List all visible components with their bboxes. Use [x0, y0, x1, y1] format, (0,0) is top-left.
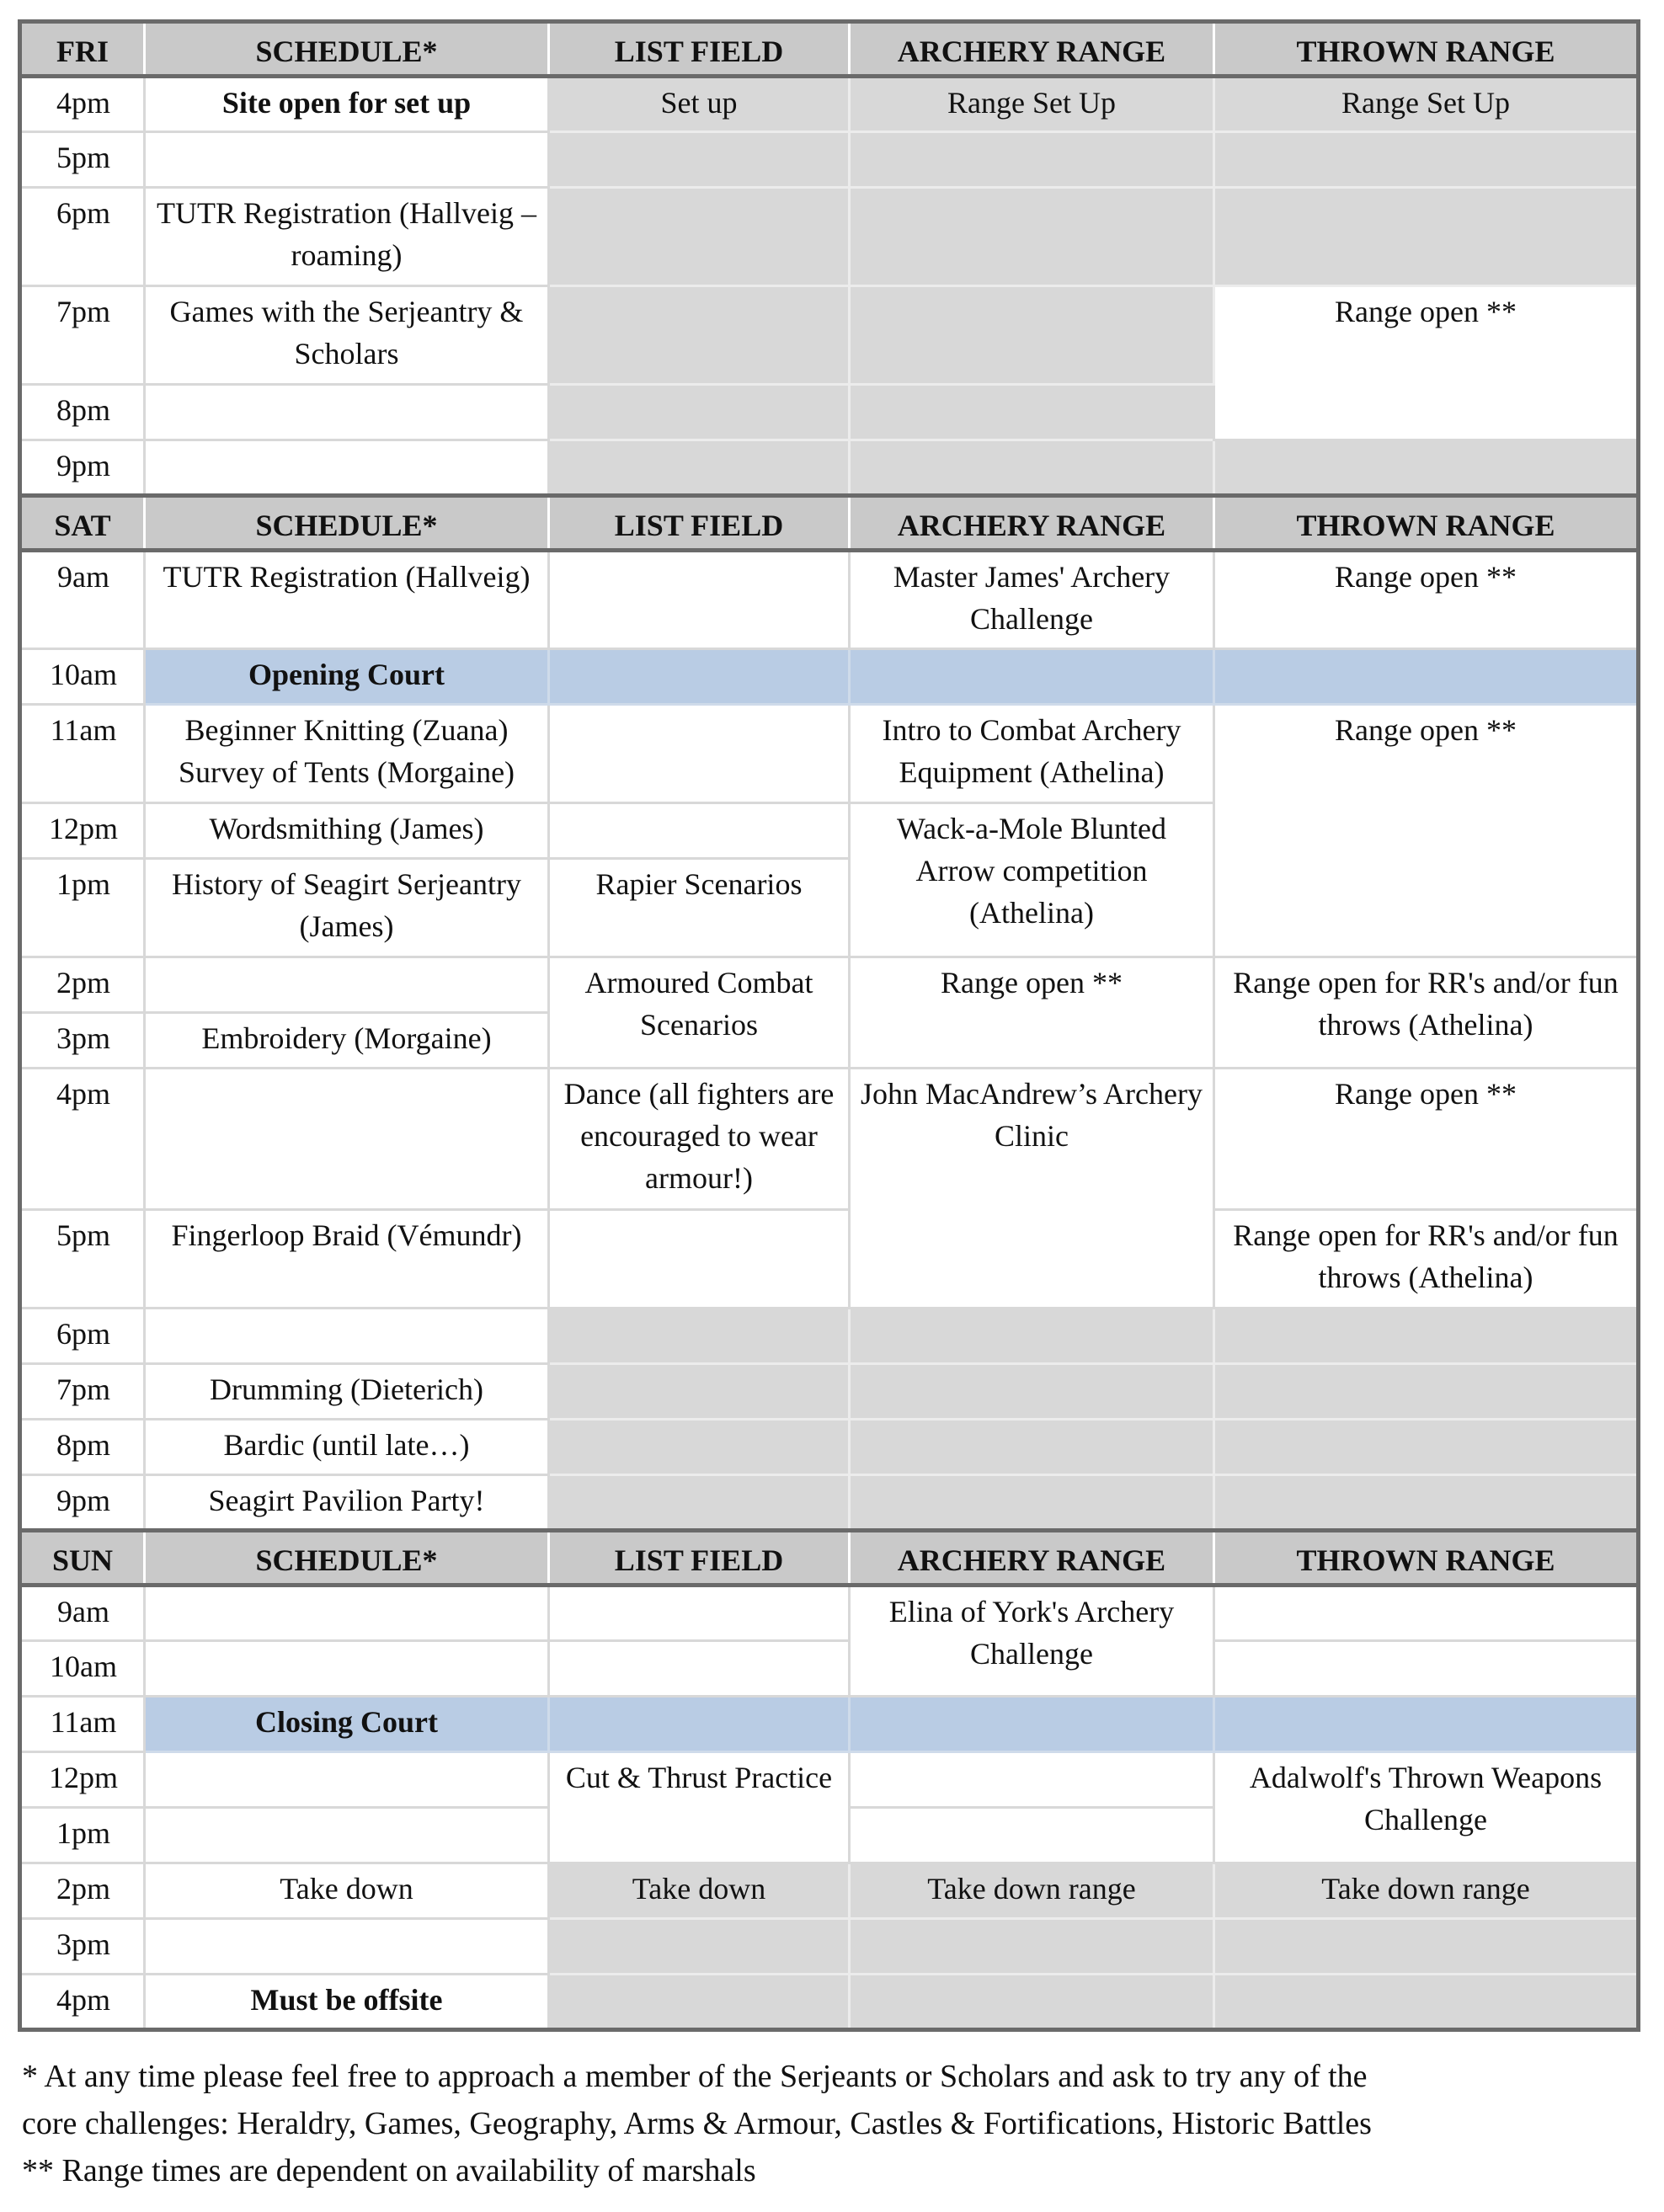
time-cell: 2pm: [20, 957, 145, 1013]
col-header-archery-range: ARCHERY RANGE: [850, 1531, 1214, 1586]
list-field-item: [549, 1919, 850, 1975]
table-row: [20, 77, 1639, 132]
col-header-archery-range: ARCHERY RANGE: [850, 22, 1214, 77]
time-cell: 1pm: [20, 859, 145, 957]
time-cell: 10am: [20, 1641, 145, 1697]
schedule-item: Take down: [145, 1863, 549, 1919]
thrown-range-item: Range open **: [1214, 286, 1639, 440]
list-field-item: Cut & Thrust Practice: [549, 1752, 850, 1863]
time-cell: 4pm: [20, 1069, 145, 1210]
list-field-item: [549, 1975, 850, 2030]
table-row: [20, 1069, 1639, 1210]
list-field-item: Take down: [549, 1863, 850, 1919]
thrown-range-item: [1214, 132, 1639, 188]
thrown-range-item: Range open **: [1214, 1069, 1639, 1210]
sun-header-row: [20, 1531, 1639, 1586]
thrown-range-item: Adalwolf's Thrown Weapons Challenge: [1214, 1752, 1639, 1863]
schedule-item: Closing Court: [145, 1697, 549, 1752]
time-cell: 2pm: [20, 1863, 145, 1919]
list-field-item: [549, 1697, 850, 1752]
col-header-thrown-range: THROWN RANGE: [1214, 1531, 1639, 1586]
schedule-item: [145, 385, 549, 440]
archery-range-item: [850, 1975, 1214, 2030]
thrown-range-item: [1214, 1919, 1639, 1975]
list-field-item: [549, 132, 850, 188]
schedule-item: Bardic (until late…): [145, 1420, 549, 1475]
archery-range-item: [850, 1919, 1214, 1975]
schedule-item: [145, 132, 549, 188]
schedule-item: [145, 957, 549, 1013]
schedule-item: Wordsmithing (James): [145, 803, 549, 859]
list-field-item: [549, 1586, 850, 1641]
table-row: [20, 1975, 1639, 2030]
list-field-item: Rapier Scenarios: [549, 859, 850, 957]
archery-range-item: Intro to Combat Archery Equipment (Athelina): [850, 705, 1214, 803]
footnote-1-line-1: * At any time please feel free to approach a member of the Serjeants or Scholars and ask to try any of the: [22, 2059, 1368, 2094]
table-row: [20, 705, 1639, 803]
day-header-sat: SAT: [20, 496, 145, 551]
list-field-item: Set up: [549, 77, 850, 132]
archery-range-item: Range open **: [850, 957, 1214, 1069]
schedule-item: Embroidery (Morgaine): [145, 1013, 549, 1069]
schedule-item: Seagirt Pavilion Party!: [145, 1475, 549, 1531]
thrown-range-item: Range open **: [1214, 551, 1639, 649]
table-row: [20, 132, 1639, 188]
table-row: [20, 188, 1639, 286]
time-cell: 10am: [20, 649, 145, 705]
thrown-range-item: [1214, 440, 1639, 496]
table-row: [20, 957, 1639, 1013]
time-cell: 8pm: [20, 1420, 145, 1475]
time-cell: 9pm: [20, 1475, 145, 1531]
list-field-item: [549, 188, 850, 286]
table-row: [20, 649, 1639, 705]
table-row: [20, 1919, 1639, 1975]
thrown-range-item: [1214, 1975, 1639, 2030]
archery-range-item: [850, 1420, 1214, 1475]
day-header-fri: FRI: [20, 22, 145, 77]
col-header-schedule: SCHEDULE*: [145, 22, 549, 77]
archery-range-item: [850, 1475, 1214, 1531]
table-row: [20, 551, 1639, 649]
time-cell: 9am: [20, 551, 145, 649]
thrown-range-item: [1214, 1475, 1639, 1531]
list-field-item: [549, 649, 850, 705]
time-cell: 9pm: [20, 440, 145, 496]
time-cell: 3pm: [20, 1013, 145, 1069]
archery-range-item: [850, 1309, 1214, 1364]
footnote-1-line-2: core challenges: Heraldry, Games, Geography, Arms & Armour, Castles & Fortifications, Historic Battles: [22, 2106, 1372, 2141]
schedule-item: Site open for set up: [145, 77, 549, 132]
list-field-item: [549, 803, 850, 859]
col-header-list-field: LIST FIELD: [549, 496, 850, 551]
thrown-range-item: [1214, 1364, 1639, 1420]
thrown-range-item: Take down range: [1214, 1863, 1639, 1919]
list-field-item: Dance (all fighters are encouraged to wear armour!): [549, 1069, 850, 1210]
schedule-item: [145, 1752, 549, 1808]
archery-range-item: Master James' Archery Challenge: [850, 551, 1214, 649]
archery-range-item: [850, 1697, 1214, 1752]
table-row: [20, 1210, 1639, 1309]
time-cell: 7pm: [20, 1364, 145, 1420]
list-field-item: [549, 440, 850, 496]
thrown-range-item: Range open for RR's and/or fun throws (Athelina): [1214, 957, 1639, 1069]
time-cell: 4pm: [20, 77, 145, 132]
thrown-range-item: [1214, 1697, 1639, 1752]
time-cell: 5pm: [20, 1210, 145, 1309]
archery-range-item: [850, 1752, 1214, 1808]
archery-range-item: [850, 385, 1214, 440]
col-header-archery-range: ARCHERY RANGE: [850, 496, 1214, 551]
table-row: [20, 1309, 1639, 1364]
list-field-item: Armoured Combat Scenarios: [549, 957, 850, 1069]
list-field-item: [549, 1641, 850, 1697]
time-cell: 11am: [20, 705, 145, 803]
schedule-item: Games with the Serjeantry & Scholars: [145, 286, 549, 385]
thrown-range-item: [1214, 1309, 1639, 1364]
archery-range-item: Take down range: [850, 1863, 1214, 1919]
list-field-item: [549, 385, 850, 440]
time-cell: 12pm: [20, 803, 145, 859]
archery-range-item: [850, 132, 1214, 188]
table-row: [20, 1475, 1639, 1531]
schedule-item: [145, 1808, 549, 1863]
table-row: [20, 1641, 1639, 1697]
schedule-item: History of Seagirt Serjeantry (James): [145, 859, 549, 957]
time-cell: 6pm: [20, 188, 145, 286]
time-cell: 9am: [20, 1586, 145, 1641]
schedule-item: [145, 1919, 549, 1975]
archery-range-item: [850, 1364, 1214, 1420]
time-cell: 12pm: [20, 1752, 145, 1808]
archery-range-item: Range Set Up: [850, 77, 1214, 132]
schedule-item: [145, 1309, 549, 1364]
list-field-item: [549, 1364, 850, 1420]
schedule-item: [145, 1586, 549, 1641]
schedule-item: [145, 1641, 549, 1697]
col-header-thrown-range: THROWN RANGE: [1214, 496, 1639, 551]
table-row: [20, 1586, 1639, 1641]
schedule-item: [145, 440, 549, 496]
time-cell: 8pm: [20, 385, 145, 440]
table-row: [20, 1863, 1639, 1919]
footnote-2: ** Range times are dependent on availability of marshals: [22, 2153, 756, 2188]
schedule-item: Fingerloop Braid (Vémundr): [145, 1210, 549, 1309]
thrown-range-item: [1214, 188, 1639, 286]
archery-range-item: [850, 286, 1214, 385]
schedule-item: Beginner Knitting (Zuana) Survey of Tents (Morgaine): [145, 705, 549, 803]
archery-range-item: [850, 440, 1214, 496]
archery-range-item: [850, 1808, 1214, 1863]
thrown-range-item: [1214, 1420, 1639, 1475]
thrown-range-item: Range open for RR's and/or fun throws (Athelina): [1214, 1210, 1639, 1309]
archery-range-item: John MacAndrew’s Archery Clinic: [850, 1069, 1214, 1309]
archery-range-item: [850, 188, 1214, 286]
col-header-list-field: LIST FIELD: [549, 22, 850, 77]
schedule-item: Must be offsite: [145, 1975, 549, 2030]
table-row: [20, 1420, 1639, 1475]
schedule-item: Opening Court: [145, 649, 549, 705]
day-header-sun: SUN: [20, 1531, 145, 1586]
col-header-schedule: SCHEDULE*: [145, 1531, 549, 1586]
table-row: [20, 286, 1639, 385]
col-header-list-field: LIST FIELD: [549, 1531, 850, 1586]
list-field-item: [549, 1420, 850, 1475]
time-cell: 11am: [20, 1697, 145, 1752]
list-field-item: [549, 705, 850, 803]
archery-range-item: Wack-a-Mole Blunted Arrow competition (Athelina): [850, 803, 1214, 957]
table-row: [20, 1364, 1639, 1420]
thrown-range-item: [1214, 1641, 1639, 1697]
schedule-item: TUTR Registration (Hallveig): [145, 551, 549, 649]
thrown-range-item: Range open **: [1214, 705, 1639, 957]
table-row: [20, 1697, 1639, 1752]
list-field-item: [549, 551, 850, 649]
time-cell: 4pm: [20, 1975, 145, 2030]
time-cell: 3pm: [20, 1919, 145, 1975]
thrown-range-item: [1214, 649, 1639, 705]
time-cell: 7pm: [20, 286, 145, 385]
thrown-range-item: [1214, 1586, 1639, 1641]
sat-header-row: [20, 496, 1639, 551]
time-cell: 6pm: [20, 1309, 145, 1364]
time-cell: 1pm: [20, 1808, 145, 1863]
list-field-item: [549, 286, 850, 385]
archery-range-item: [850, 649, 1214, 705]
event-schedule-table: [18, 19, 1640, 2032]
schedule-item: Drumming (Dieterich): [145, 1364, 549, 1420]
thrown-range-item: Range Set Up: [1214, 77, 1639, 132]
footnotes: [22, 2053, 1656, 2194]
schedule-item: [145, 1069, 549, 1210]
table-row: [20, 1752, 1639, 1808]
archery-range-item: Elina of York's Archery Challenge: [850, 1586, 1214, 1697]
time-cell: 5pm: [20, 132, 145, 188]
table-row: [20, 440, 1639, 496]
list-field-item: [549, 1309, 850, 1364]
col-header-thrown-range: THROWN RANGE: [1214, 22, 1639, 77]
schedule-item: TUTR Registration (Hallveig – roaming): [145, 188, 549, 286]
list-field-item: [549, 1210, 850, 1309]
fri-header-row: [20, 22, 1639, 77]
col-header-schedule: SCHEDULE*: [145, 496, 549, 551]
list-field-item: [549, 1475, 850, 1531]
